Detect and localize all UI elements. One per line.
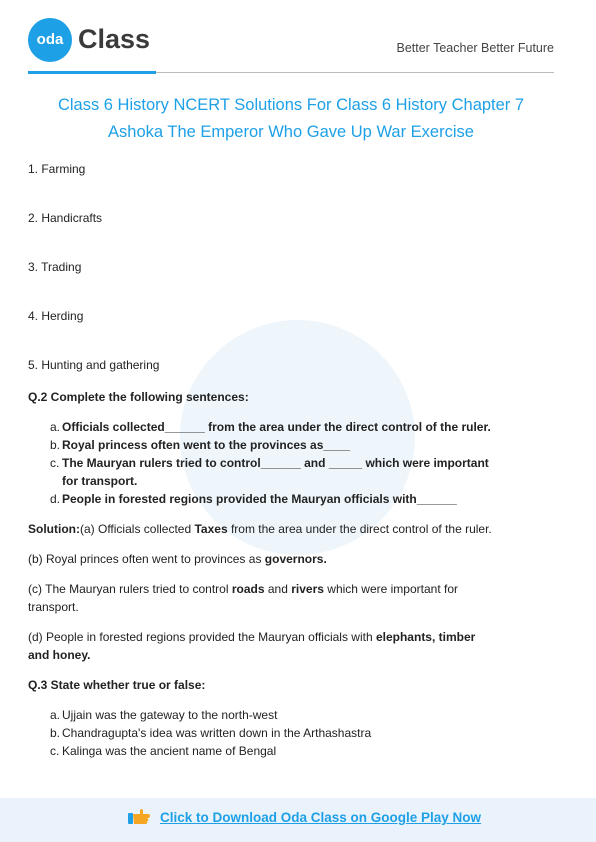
solution-answer: elephants, timber and honey.: [28, 630, 476, 662]
solution-text: and: [264, 582, 292, 596]
header-accent-divider: [28, 71, 156, 74]
occupation-item: 3. Trading: [28, 260, 82, 274]
list-marker: c.: [50, 456, 60, 470]
solution-answer: Taxes: [194, 522, 228, 536]
download-link[interactable]: Click to Download Oda Class on Google Play Now: [160, 810, 482, 825]
page-header: [0, 0, 596, 80]
q2-item-text: Royal princess often went to the provinces as____: [62, 438, 351, 452]
solution-text: (c) The Mauryan rulers tried to control: [28, 582, 232, 596]
q3-item: [50, 724, 498, 742]
solution-answer: rivers: [291, 582, 324, 596]
occupation-item: 2. Handicrafts: [28, 211, 103, 225]
q2-item-text: People in forested regions provided the Mauryan officials with______: [62, 492, 457, 506]
q2-item: [50, 454, 498, 490]
solution-text: from the area under the direct control of the ruler.: [227, 522, 492, 536]
solution-answer: roads: [231, 582, 265, 596]
q3-item: [50, 706, 498, 724]
list-marker: a.: [50, 708, 61, 722]
solution-text: (a) Officials collected: [79, 522, 195, 536]
page-title: [28, 92, 554, 146]
q3-heading: Q.3 State whether true or false:: [28, 678, 206, 692]
pointing-hand-icon: [128, 808, 150, 826]
q3-list: [28, 706, 498, 760]
list-marker: b.: [50, 726, 61, 740]
download-banner[interactable]: [0, 798, 596, 842]
solution-a: [28, 520, 498, 538]
occupation-item: 5. Hunting and gathering: [28, 358, 160, 372]
solution-text: (d) People in forested regions provided the Mauryan officials with: [28, 630, 376, 644]
tagline: Better Teacher Better Future: [396, 41, 554, 55]
q2-heading: Q.2 Complete the following sentences:: [28, 390, 249, 404]
q2-item: [50, 490, 498, 508]
document-body: [28, 160, 498, 772]
oda-logo-word[interactable]: Class: [78, 24, 151, 54]
q2-item-text: The Mauryan rulers tried to control______ and _____ which were important for transport.: [62, 456, 489, 488]
solution-d: [28, 628, 498, 664]
occupation-item: 4. Herding: [28, 309, 84, 323]
solution-c: [28, 580, 498, 616]
q3-item-text: Kalinga was the ancient name of Bengal: [62, 744, 277, 758]
title-line-1: Class 6 History NCERT Solutions For Class 6 History Chapter 7: [57, 96, 525, 114]
q3-item: [50, 742, 498, 760]
q2-item: [50, 418, 498, 436]
list-marker: c.: [50, 744, 60, 758]
occupation-item: 1. Farming: [28, 162, 86, 176]
q2-item: [50, 436, 498, 454]
solution-text: which were important for transport.: [28, 582, 459, 614]
oda-logo-mark[interactable]: oda: [28, 18, 72, 62]
solution-text: (b) Royal princes often went to provinces as: [28, 552, 265, 566]
solution-label: Solution:: [28, 522, 80, 536]
solution-answer: governors.: [264, 552, 327, 566]
solution-b: [28, 550, 498, 568]
q3-item-text: Chandragupta's idea was written down in the Arthashastra: [62, 726, 372, 740]
title-line-2: Ashoka The Emperor Who Gave Up War Exercise: [108, 123, 474, 141]
q2-item-text: Officials collected______ from the area under the direct control of the ruler.: [62, 420, 491, 434]
q3-item-text: Ujjain was the gateway to the north-west: [62, 708, 278, 722]
q2-list: [28, 418, 498, 508]
list-marker: d.: [50, 492, 61, 506]
list-marker: a.: [50, 420, 61, 434]
list-marker: b.: [50, 438, 61, 452]
